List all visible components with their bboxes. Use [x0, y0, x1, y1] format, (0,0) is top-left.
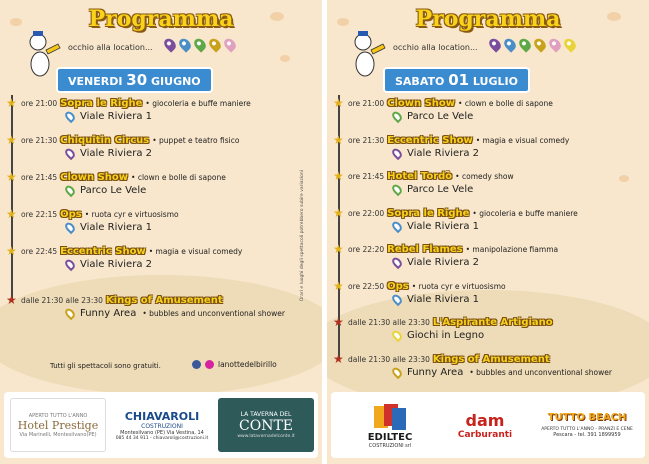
- location-pin-icon: [532, 36, 548, 52]
- instagram-icon: [205, 360, 214, 369]
- event-time: ore 22:50: [348, 281, 385, 291]
- location-pin-icon: [390, 365, 403, 378]
- star-icon: ★: [333, 96, 344, 110]
- location-pin-icon: [63, 184, 76, 197]
- location-name: Viale Riviera 1: [407, 220, 479, 232]
- location-description: • bubbles and unconventional shower: [142, 309, 285, 318]
- sponsor-contact: 085 44 34 911 - chiavaroli@costruzioni.it: [115, 435, 209, 441]
- sponsor-website: www.latavernadelconte.it: [237, 434, 295, 439]
- event-name: Hotel Tordò: [387, 171, 453, 182]
- event-name: Eccentric Show: [387, 134, 473, 146]
- event-location: [393, 257, 479, 268]
- event-name: L'Aspirante Artigiano: [432, 317, 553, 328]
- event-time: ore 22:15: [21, 210, 58, 219]
- star-icon: ★: [333, 132, 344, 147]
- location-pin-icon: [502, 36, 518, 52]
- star-icon: ★: [333, 205, 344, 220]
- event-header: [348, 171, 514, 182]
- date-number: 30: [126, 71, 148, 89]
- event-location: [393, 184, 473, 195]
- event-location: [66, 185, 146, 196]
- location-name: Viale Riviera 1: [80, 222, 152, 233]
- star-icon: ★: [333, 351, 344, 366]
- event-name: Clown Show: [60, 172, 129, 183]
- sponsor-subtitle: COSTRUZIONI: [141, 422, 183, 430]
- date-month: GIUGNO: [151, 75, 201, 88]
- location-name: Viale Riviera 1: [80, 111, 152, 122]
- event-name: Chiquitin Circus: [60, 135, 150, 146]
- sponsor-chiavaroli: [112, 398, 212, 452]
- disclaimer-note: Orari e luoghi degli spettacoli potrebbero subire variazioni: [300, 170, 305, 302]
- event-time: ore 21:00: [348, 99, 385, 108]
- location-pin-icon: [562, 36, 578, 52]
- location-pin-icon: [390, 146, 403, 159]
- event-header: [348, 135, 569, 146]
- event-header: [21, 172, 226, 183]
- page-title: Programma: [88, 6, 234, 32]
- date-badge: [383, 67, 530, 93]
- star-icon: ★: [6, 244, 17, 258]
- star-icon: ★: [333, 315, 344, 329]
- event-description: • giocoleria e buffe maniere: [472, 208, 578, 218]
- sponsor-dam: [445, 398, 525, 452]
- location-name: Viale Riviera 2: [407, 257, 479, 268]
- location-pin-icon: [222, 36, 238, 52]
- sponsor-bar: [4, 392, 318, 458]
- event-description: • magia e visual comedy: [148, 247, 243, 256]
- event-time: ore 21:45: [348, 172, 385, 181]
- event-time: ore 21:00: [21, 99, 58, 108]
- sponsor-tutto-beach: [537, 398, 637, 452]
- event-time: ore 22:45: [21, 247, 58, 256]
- sponsor-subtitle: APERTO TUTTO L'ANNO - PRANZI E CENE: [541, 427, 633, 432]
- event-header: [21, 209, 179, 220]
- event-location: [66, 308, 285, 319]
- event-time: dalle 21:30 alle 23:30: [348, 318, 430, 327]
- event-header: [348, 281, 506, 292]
- location-name: Parco Le Vele: [407, 111, 474, 122]
- date-month: LUGLIO: [472, 75, 518, 88]
- event-location: [66, 222, 152, 233]
- date-badge: [56, 67, 213, 93]
- event-time: ore 21:45: [21, 173, 58, 182]
- decor-dot: [280, 55, 290, 62]
- sponsor-name: EDILTEC: [367, 431, 413, 443]
- event-header: [348, 354, 553, 365]
- location-pin-icon: [192, 36, 208, 52]
- event-header: [348, 244, 558, 255]
- sponsor-hotel-prestige: [10, 398, 106, 452]
- event-time: ore 22:20: [348, 245, 385, 254]
- sponsor-tagline: APERTO TUTTO L'ANNO: [28, 412, 88, 419]
- star-icon: ★: [6, 96, 17, 110]
- event-header: [21, 135, 239, 146]
- decor-dot: [619, 175, 629, 182]
- date-day: VENERDI: [68, 75, 123, 88]
- event-description: • giocoleria e buffe maniere: [145, 99, 251, 108]
- event-time: ore 22:00: [348, 208, 385, 218]
- location-name: Parco Le Vele: [407, 184, 474, 195]
- event-description: • clown e bolle di sapone: [131, 173, 226, 182]
- event-time: dalle 21:30 alle 23:30: [348, 354, 430, 364]
- location-pins: [165, 38, 235, 51]
- star-icon: ★: [6, 207, 17, 221]
- event-location: [393, 221, 479, 232]
- event-location: [393, 294, 479, 305]
- location-name: Viale Riviera 2: [407, 147, 479, 159]
- event-location: [66, 111, 152, 122]
- event-time: dalle 21:30 alle 23:30: [21, 296, 103, 305]
- sponsor-name: Hotel Prestige: [17, 418, 99, 432]
- star-icon: ★: [6, 133, 17, 147]
- event-name: Ops: [60, 209, 82, 220]
- event-header: [348, 317, 556, 328]
- star-icon: ★: [333, 242, 344, 256]
- sponsor-name: CHIAVAROLI: [124, 409, 200, 423]
- location-name: Giochi in Legno: [407, 330, 485, 341]
- event-header: [21, 295, 226, 306]
- event-name: Ops: [387, 280, 409, 292]
- program-panel-saturday: [327, 0, 649, 464]
- event-location: [66, 259, 152, 270]
- event-name: Kings of Amusement: [432, 353, 550, 365]
- location-pin-icon: [63, 147, 76, 160]
- event-header: [348, 98, 553, 109]
- location-description: • bubbles and unconventional shower: [469, 367, 612, 377]
- location-pin-icon: [390, 183, 403, 196]
- event-header: [21, 246, 242, 257]
- page-title: Programma: [415, 6, 561, 32]
- event-description: • magia e visual comedy: [475, 135, 570, 145]
- event-header: [21, 98, 251, 109]
- location-hint: occhio alla location...: [393, 43, 478, 52]
- sponsor-contact: Pescara - tel. 391 1899959: [553, 432, 621, 438]
- location-pin-icon: [547, 36, 563, 52]
- star-icon: ★: [6, 170, 17, 184]
- star-icon: ★: [6, 293, 17, 307]
- event-header: [348, 208, 578, 219]
- social-handle-text: lanottedelbirillo: [218, 360, 277, 369]
- event-name: Sopra le Righe: [60, 98, 143, 109]
- event-location: [393, 367, 612, 378]
- sponsor-subtitle: Carburanti: [457, 429, 513, 440]
- sponsor-name: LA TAVERNA DEL: [240, 411, 292, 418]
- event-description: • manipolazione fiamma: [465, 245, 559, 254]
- event-name: Sopra le Righe: [387, 207, 470, 219]
- sponsor-address: Montesilvano (PE) Via Vestina, 14: [120, 429, 204, 436]
- location-pin-icon: [63, 110, 76, 123]
- program-panel-friday: [0, 0, 322, 464]
- location-pin-icon: [63, 221, 76, 234]
- event-name: Rebel Flames: [387, 244, 463, 255]
- location-pin-icon: [390, 256, 403, 269]
- location-name: Parco Le Vele: [80, 185, 147, 196]
- location-pin-icon: [390, 219, 403, 232]
- sponsor-taverna-conte: [218, 398, 314, 452]
- location-name: Viale Riviera 2: [80, 259, 152, 270]
- sponsor-subtitle: COSTRUZIONI srl: [368, 442, 412, 449]
- event-name: Kings of Amusement: [105, 295, 223, 306]
- timeline-line: [11, 95, 13, 300]
- event-description: • ruota cyr e virtuosismo: [84, 210, 179, 219]
- location-pin-icon: [517, 36, 533, 52]
- event-description: • puppet e teatro fisico: [152, 136, 240, 145]
- sponsor-name-main: CONTE: [239, 418, 293, 434]
- location-pin-icon: [63, 258, 76, 271]
- event-time: ore 21:30: [348, 135, 385, 145]
- social-handle[interactable]: [192, 360, 277, 369]
- decor-wave: [0, 275, 322, 395]
- sponsor-name: dam: [465, 410, 505, 430]
- location-pin-icon: [390, 329, 403, 342]
- event-location: [66, 148, 152, 159]
- location-name: Funny Area: [407, 366, 464, 378]
- location-name: Viale Riviera 1: [407, 293, 479, 305]
- location-pin-icon: [162, 36, 178, 52]
- free-entry-note: Tutti gli spettacoli sono gratuiti.: [50, 362, 161, 370]
- location-pin-icon: [390, 110, 403, 123]
- date-number: 01: [448, 71, 470, 89]
- event-description: • clown e bolle di sapone: [458, 99, 553, 108]
- location-hint: occhio alla location...: [68, 43, 153, 52]
- event-description: • ruota cyr e virtuosismo: [411, 281, 506, 291]
- event-location: [393, 148, 479, 159]
- date-day: SABATO: [395, 75, 445, 88]
- event-location: [393, 330, 484, 341]
- location-pin-icon: [63, 307, 76, 320]
- sponsor-ediltec: [345, 398, 435, 452]
- star-icon: ★: [333, 278, 344, 293]
- event-time: ore 21:30: [21, 136, 58, 145]
- sponsor-bar: [331, 392, 645, 458]
- facebook-icon: [192, 360, 201, 369]
- event-description: • comedy show: [455, 172, 514, 181]
- sponsor-name: TUTTO BEACH: [547, 412, 627, 423]
- location-pin-icon: [390, 292, 403, 305]
- event-name: Eccentric Show: [60, 246, 146, 257]
- location-pin-icon: [207, 36, 223, 52]
- sponsor-address: Via Marinelli, Montesilvano(PE): [19, 431, 97, 438]
- location-pin-icon: [177, 36, 193, 52]
- location-name: Viale Riviera 2: [80, 148, 152, 159]
- location-name: Funny Area: [80, 308, 137, 319]
- event-location: [393, 111, 473, 122]
- star-icon: ★: [333, 169, 344, 183]
- location-pin-icon: [487, 36, 503, 52]
- event-name: Clown Show: [387, 98, 456, 109]
- ediltec-logo-icon: [372, 402, 408, 432]
- location-pins: [490, 38, 575, 51]
